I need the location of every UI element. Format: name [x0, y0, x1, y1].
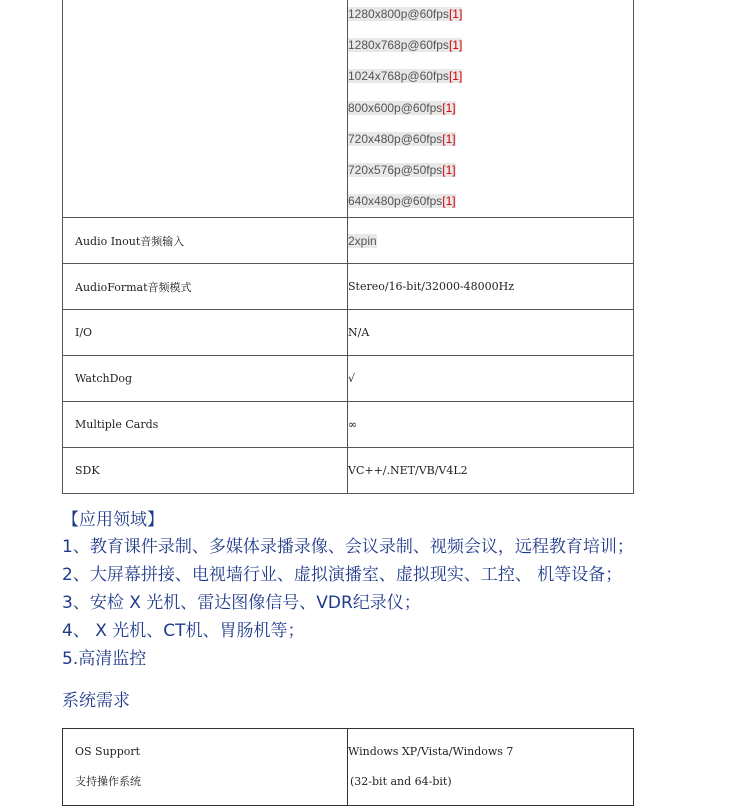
footnote-ref[interactable]: [1] [448, 38, 463, 53]
table-row [63, 264, 634, 310]
resolution-item: 800x600p@60fps[1] [348, 100, 456, 115]
table-row [63, 448, 634, 494]
resolution-row [63, 0, 634, 218]
table-row [63, 218, 634, 264]
resolution-item: 1280x768p@60fps[1] [348, 38, 463, 53]
resolution-item: 1024x768p@60fps[1] [348, 69, 463, 84]
os-support-table [62, 728, 634, 806]
footnote-ref[interactable]: [1] [448, 69, 463, 84]
table-row [63, 729, 634, 806]
footnote-ref[interactable]: [1] [448, 7, 463, 21]
os-support-label-cn: 支持操作系统 [75, 775, 141, 788]
watchdog-label: WatchDog [63, 356, 348, 402]
list-item: 3、安检 X 光机、雷达图像信号、VDR纪录仪； [62, 593, 421, 613]
os-support-label-cell [63, 729, 348, 806]
multiple-cards-label: Multiple Cards [63, 402, 348, 448]
applications-list [62, 533, 634, 673]
footnote-ref[interactable]: [1] [442, 131, 456, 146]
list-item: 5.高清监控 [62, 649, 147, 669]
io-value: N/A [348, 310, 634, 356]
footnote-ref[interactable]: [1] [442, 194, 456, 209]
audio-input-label: Audio Inout音频输入 [63, 218, 348, 264]
os-support-value: Windows XP/Vista/Windows 7 [348, 745, 514, 758]
table-row [63, 310, 634, 356]
resolution-item: 1280x800p@60fps[1] [348, 7, 463, 21]
multiple-cards-value: ∞ [348, 402, 634, 448]
list-item: 2、大屏幕拼接、电视墙行业、虚拟演播室、虚拟现实、工控、 机等设备； [62, 565, 623, 585]
audio-format-label: AudioFormat音频模式 [63, 264, 348, 310]
sdk-label: SDK [63, 448, 348, 494]
audio-format-value: Stereo/16-bit/32000-48000Hz [348, 264, 634, 310]
list-item: 1、教育课件录制、多媒体录播录像、会议录制、视频会议，远程教育培训； [62, 537, 634, 557]
spec-table [62, 0, 634, 494]
watchdog-value: √ [348, 356, 634, 402]
system-requirements-heading: 系统需求 [62, 691, 130, 711]
table-row [63, 356, 634, 402]
resolution-item: 640x480p@60fps[1] [348, 194, 456, 209]
audio-input-value: 2xpin [348, 218, 634, 264]
resolution-item: 720x480p@60fps[1] [348, 131, 456, 146]
io-label: I/O [63, 310, 348, 356]
os-support-label: OS Support [75, 745, 141, 758]
os-support-bitness: (32-bit and 64-bit) [350, 775, 452, 788]
footnote-ref[interactable]: [1] [442, 100, 456, 115]
table-row [63, 402, 634, 448]
applications-heading: 【应用领域】 [62, 510, 164, 530]
os-support-value-cell [348, 729, 634, 806]
resolution-label-cell [63, 0, 348, 218]
resolution-item: 720x576p@50fps[1] [348, 162, 456, 177]
list-item: 4、 X 光机、CT机、胃肠机等； [62, 621, 305, 641]
footnote-ref[interactable]: [1] [442, 162, 456, 177]
resolution-value-cell [348, 0, 634, 218]
sdk-value: VC++/.NET/VB/V4L2 [348, 448, 634, 494]
